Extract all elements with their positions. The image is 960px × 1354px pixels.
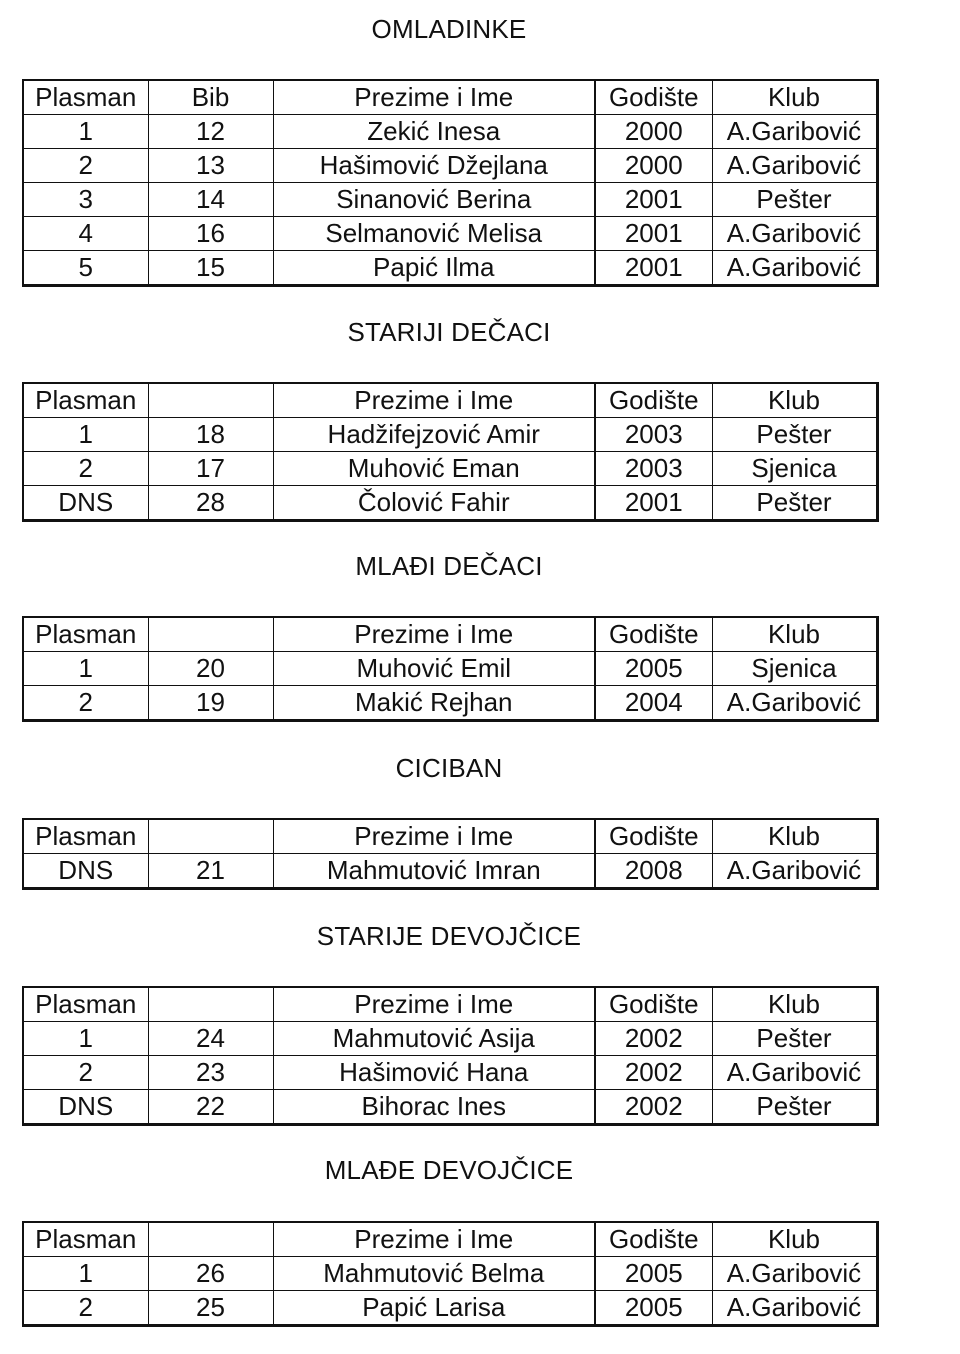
results-table — [22, 382, 879, 522]
header-godiste: Godište — [595, 987, 712, 1022]
section-title: MLAĐI DEČACI — [355, 551, 543, 581]
cell-godiste: 2002 — [595, 1022, 712, 1056]
section-title: MLAĐE DEVOJČICE — [324, 1155, 574, 1185]
cell-bib: 20 — [148, 652, 273, 686]
header-plasman: Plasman — [23, 383, 148, 418]
cell-bib: 24 — [148, 1022, 273, 1056]
table-row — [23, 183, 877, 217]
cell-plasman: DNS — [23, 1090, 148, 1125]
header-name: Prezime i Ime — [273, 1222, 595, 1257]
table-row — [23, 452, 877, 486]
cell-bib: 16 — [148, 217, 273, 251]
cell-name: Zekić Inesa — [273, 115, 595, 149]
header-godiste: Godište — [595, 80, 712, 115]
cell-klub: A.Garibović — [712, 115, 877, 149]
header-plasman: Plasman — [23, 987, 148, 1022]
cell-name: Mahmutović Belma — [273, 1257, 595, 1291]
cell-klub: Pešter — [712, 1022, 877, 1056]
cell-plasman: 5 — [23, 251, 148, 286]
header-name: Prezime i Ime — [273, 383, 595, 418]
table-header-row — [23, 617, 877, 652]
cell-name: Mahmutović Imran — [273, 854, 595, 889]
table-row — [23, 418, 877, 452]
cell-klub: A.Garibović — [712, 854, 877, 889]
cell-name: Čolović Fahir — [273, 486, 595, 521]
cell-plasman: 2 — [23, 149, 148, 183]
header-klub: Klub — [712, 1222, 877, 1257]
results-table — [22, 1221, 879, 1327]
header-godiste: Godište — [595, 617, 712, 652]
cell-klub: Sjenica — [712, 652, 877, 686]
table-row — [23, 486, 877, 521]
cell-godiste: 2004 — [595, 686, 712, 721]
cell-godiste: 2001 — [595, 486, 712, 521]
cell-plasman: 1 — [23, 115, 148, 149]
table-row — [23, 1056, 877, 1090]
header-plasman: Plasman — [23, 819, 148, 854]
table-row — [23, 149, 877, 183]
section-title: STARIJI DEČACI — [347, 317, 551, 347]
header-klub: Klub — [712, 80, 877, 115]
cell-godiste: 2002 — [595, 1056, 712, 1090]
table-row — [23, 1291, 877, 1326]
table-row — [23, 251, 877, 286]
table-header-row — [23, 383, 877, 418]
cell-bib: 17 — [148, 452, 273, 486]
cell-name: Hadžifejzović Amir — [273, 418, 595, 452]
cell-bib: 21 — [148, 854, 273, 889]
cell-godiste: 2003 — [595, 418, 712, 452]
cell-name: Selmanović Melisa — [273, 217, 595, 251]
results-table — [22, 818, 879, 890]
cell-plasman: 2 — [23, 1056, 148, 1090]
cell-name: Papić Ilma — [273, 251, 595, 286]
cell-godiste: 2000 — [595, 115, 712, 149]
table-header-row — [23, 987, 877, 1022]
header-name: Prezime i Ime — [273, 819, 595, 854]
cell-plasman: 1 — [23, 652, 148, 686]
results-table — [22, 79, 879, 287]
cell-bib: 15 — [148, 251, 273, 286]
header-name: Prezime i Ime — [273, 80, 595, 115]
cell-bib: 13 — [148, 149, 273, 183]
cell-name: Muhović Emil — [273, 652, 595, 686]
cell-name: Makić Rejhan — [273, 686, 595, 721]
cell-plasman: 2 — [23, 452, 148, 486]
table-row — [23, 217, 877, 251]
results-table — [22, 616, 879, 722]
cell-godiste: 2002 — [595, 1090, 712, 1125]
table-row — [23, 1090, 877, 1125]
table-row — [23, 1022, 877, 1056]
cell-name: Mahmutović Asija — [273, 1022, 595, 1056]
cell-plasman: 4 — [23, 217, 148, 251]
table-header-row — [23, 1222, 877, 1257]
cell-klub: A.Garibović — [712, 1257, 877, 1291]
cell-klub: A.Garibović — [712, 149, 877, 183]
cell-plasman: DNS — [23, 486, 148, 521]
header-name: Prezime i Ime — [273, 987, 595, 1022]
table-row — [23, 115, 877, 149]
header-bib — [148, 383, 273, 418]
cell-bib: 28 — [148, 486, 273, 521]
header-bib — [148, 987, 273, 1022]
cell-godiste: 2005 — [595, 1257, 712, 1291]
cell-godiste: 2005 — [595, 1291, 712, 1326]
header-bib — [148, 617, 273, 652]
cell-bib: 18 — [148, 418, 273, 452]
cell-bib: 23 — [148, 1056, 273, 1090]
section-title: CICIBAN — [395, 753, 503, 783]
header-godiste: Godište — [595, 1222, 712, 1257]
cell-bib: 26 — [148, 1257, 273, 1291]
cell-plasman: 2 — [23, 1291, 148, 1326]
header-bib — [148, 819, 273, 854]
cell-klub: A.Garibović — [712, 251, 877, 286]
cell-plasman: 1 — [23, 1022, 148, 1056]
cell-godiste: 2005 — [595, 652, 712, 686]
cell-plasman: DNS — [23, 854, 148, 889]
cell-bib: 12 — [148, 115, 273, 149]
table-row — [23, 686, 877, 721]
cell-klub: Pešter — [712, 486, 877, 521]
cell-bib: 14 — [148, 183, 273, 217]
cell-name: Muhović Eman — [273, 452, 595, 486]
cell-klub: A.Garibović — [712, 1056, 877, 1090]
table-row — [23, 854, 877, 889]
header-klub: Klub — [712, 383, 877, 418]
header-name: Prezime i Ime — [273, 617, 595, 652]
cell-bib: 19 — [148, 686, 273, 721]
cell-klub: A.Garibović — [712, 1291, 877, 1326]
cell-plasman: 2 — [23, 686, 148, 721]
header-plasman: Plasman — [23, 80, 148, 115]
cell-plasman: 1 — [23, 1257, 148, 1291]
table-row — [23, 1257, 877, 1291]
cell-godiste: 2000 — [595, 149, 712, 183]
cell-klub: A.Garibović — [712, 686, 877, 721]
cell-godiste: 2008 — [595, 854, 712, 889]
results-table — [22, 986, 879, 1126]
cell-klub: Pešter — [712, 183, 877, 217]
header-plasman: Plasman — [23, 1222, 148, 1257]
cell-plasman: 3 — [23, 183, 148, 217]
header-plasman: Plasman — [23, 617, 148, 652]
cell-name: Sinanović Berina — [273, 183, 595, 217]
table-row — [23, 652, 877, 686]
table-header-row — [23, 80, 877, 115]
header-bib — [148, 1222, 273, 1257]
header-klub: Klub — [712, 987, 877, 1022]
cell-klub: Pešter — [712, 418, 877, 452]
cell-plasman: 1 — [23, 418, 148, 452]
cell-klub: Pešter — [712, 1090, 877, 1125]
cell-godiste: 2003 — [595, 452, 712, 486]
cell-bib: 25 — [148, 1291, 273, 1326]
section-title: STARIJE DEVOJČICE — [316, 921, 582, 951]
header-bib: Bib — [148, 80, 273, 115]
cell-klub: A.Garibović — [712, 217, 877, 251]
cell-name: Hašimović Džejlana — [273, 149, 595, 183]
header-klub: Klub — [712, 617, 877, 652]
section-title: OMLADINKE — [371, 14, 527, 44]
table-header-row — [23, 819, 877, 854]
cell-bib: 22 — [148, 1090, 273, 1125]
cell-godiste: 2001 — [595, 217, 712, 251]
cell-klub: Sjenica — [712, 452, 877, 486]
cell-name: Bihorac Ines — [273, 1090, 595, 1125]
cell-name: Papić Larisa — [273, 1291, 595, 1326]
cell-name: Hašimović Hana — [273, 1056, 595, 1090]
header-klub: Klub — [712, 819, 877, 854]
cell-godiste: 2001 — [595, 251, 712, 286]
header-godiste: Godište — [595, 819, 712, 854]
header-godiste: Godište — [595, 383, 712, 418]
cell-godiste: 2001 — [595, 183, 712, 217]
